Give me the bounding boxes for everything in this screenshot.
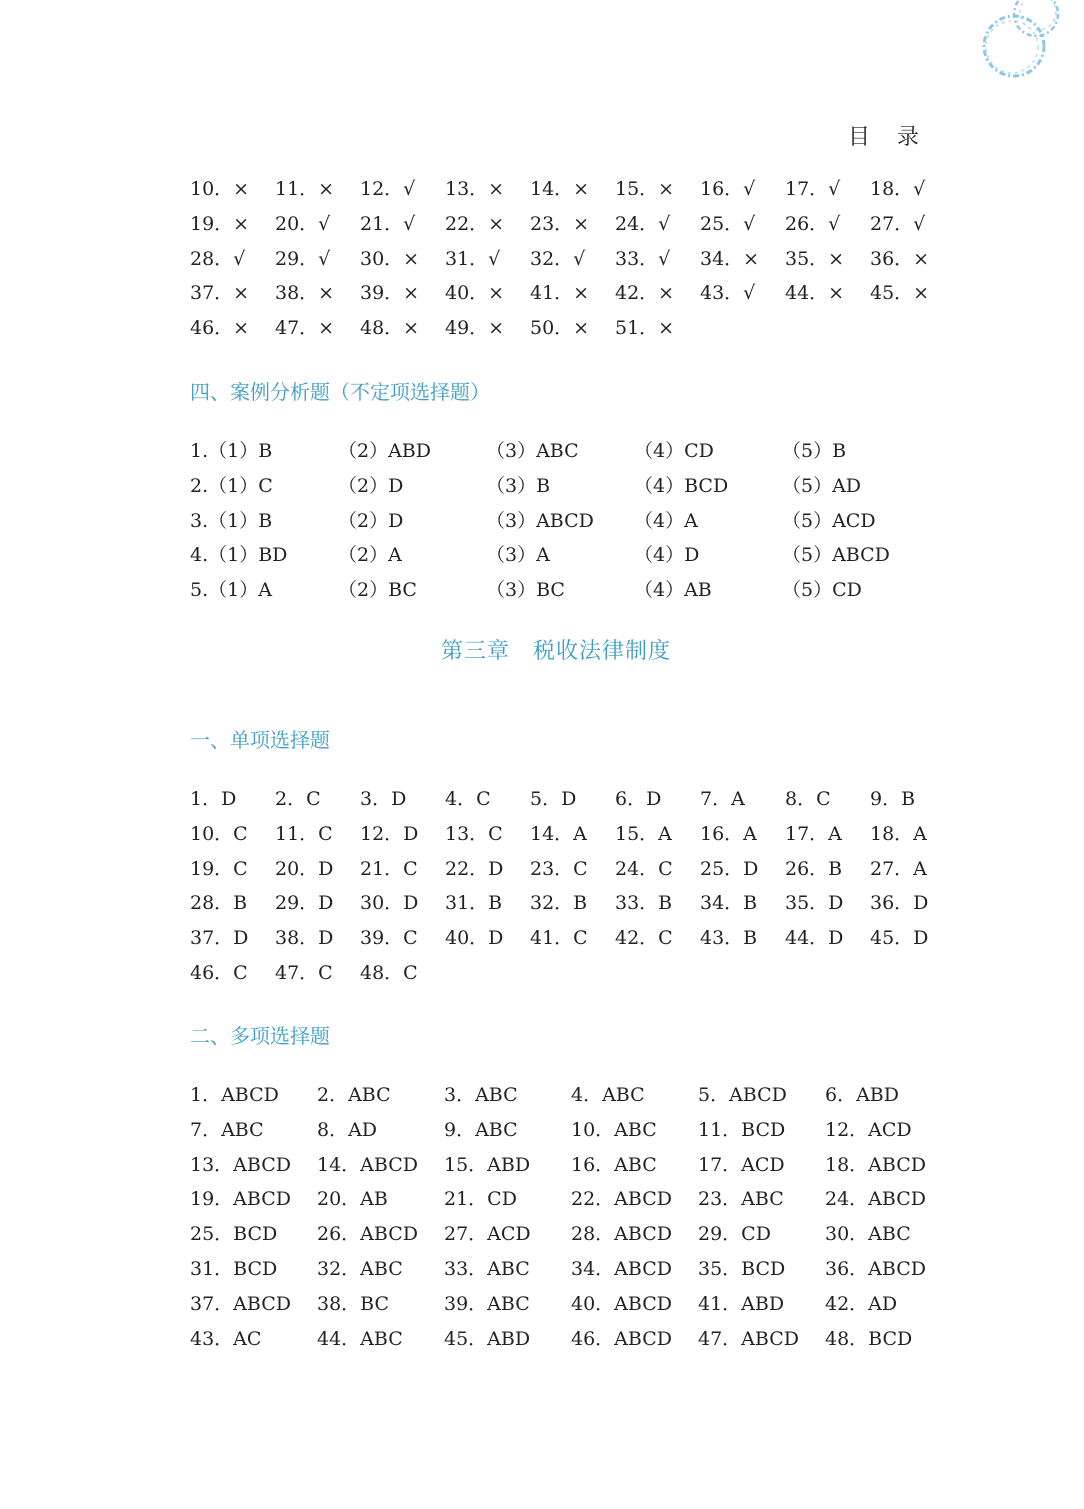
answer-item: 21．√	[360, 212, 416, 235]
answer-item: 2．C	[275, 788, 321, 810]
answer-item: 26．ABCD	[317, 1223, 418, 1246]
answer-item: （2）D	[338, 509, 404, 532]
answer-item: 30．D	[360, 892, 419, 915]
answer-item: 27．ACD	[444, 1223, 531, 1246]
answer-item: 14．A	[530, 822, 587, 845]
answer-item: 45．×	[870, 282, 930, 305]
answer-item: 20．D	[275, 857, 334, 880]
answer-item: 3．ABC	[444, 1084, 518, 1106]
answer-item: （3）ABC	[486, 440, 579, 462]
answer-item: 48．BCD	[825, 1327, 913, 1350]
answer-item: 38．BC	[317, 1292, 390, 1315]
answer-item: 32．B	[530, 892, 588, 915]
answer-item: 25．√	[700, 212, 756, 235]
answer-item: 9．ABC	[444, 1118, 518, 1141]
answer-item: 13．×	[445, 178, 505, 200]
single-choice-title: 一、单项选择题	[190, 728, 330, 752]
answer-item: 19．ABCD	[190, 1188, 291, 1211]
answer-item: 11．C	[275, 822, 333, 845]
answer-item: 34．×	[700, 247, 760, 270]
answer-item: 36．D	[870, 892, 929, 915]
answer-item: 50．×	[530, 317, 590, 340]
answer-item: 44．ABC	[317, 1327, 403, 1350]
answer-item: 3．D	[360, 788, 407, 810]
answer-item: 40．ABCD	[571, 1292, 672, 1315]
answer-item: 1．D	[190, 788, 237, 810]
answer-item: 36．ABCD	[825, 1257, 926, 1280]
bubble-circles-icon	[968, 0, 1068, 86]
answer-item: 14．ABCD	[317, 1153, 418, 1176]
answer-item: 18．A	[870, 822, 927, 845]
answer-item: 14．×	[530, 178, 590, 200]
answer-item: 46．C	[190, 961, 248, 984]
answer-item: 33．√	[615, 247, 671, 270]
answer-item: 17．ACD	[698, 1153, 785, 1176]
answer-item: 33．B	[615, 892, 673, 915]
answer-item: 23．×	[530, 212, 590, 235]
answer-item: 13．ABCD	[190, 1153, 291, 1176]
answer-item: 15．ABD	[444, 1153, 531, 1176]
answer-item: （5）ACD	[782, 509, 876, 532]
answer-item: 4．C	[445, 788, 491, 810]
answer-item: 4.（1）BD	[190, 544, 288, 567]
answer-item: （2）A	[338, 544, 402, 567]
answer-item: （4）BCD	[634, 474, 729, 497]
answer-item: 37．×	[190, 282, 250, 305]
answer-item: 46．ABCD	[571, 1327, 672, 1350]
answer-item: （2）D	[338, 474, 404, 497]
answer-item: （3）B	[486, 474, 551, 497]
answer-item: 6．D	[615, 788, 662, 810]
answer-item: 32．ABC	[317, 1257, 403, 1280]
answer-item: 51．×	[615, 317, 675, 340]
answer-item: 31．√	[445, 247, 501, 270]
answer-item: 20．√	[275, 212, 331, 235]
answer-item: 25．D	[700, 857, 759, 880]
answer-item: 22．D	[445, 857, 504, 880]
answer-item: 23．C	[530, 857, 588, 880]
answer-item: 7．ABC	[190, 1118, 264, 1141]
answer-item: 20．AB	[317, 1188, 388, 1211]
answer-item: 11．×	[275, 178, 335, 200]
answer-item: 41．ABD	[698, 1292, 785, 1315]
answer-item: （2）BC	[338, 579, 417, 602]
answer-item: 47．ABCD	[698, 1327, 799, 1350]
answer-item: 40．D	[445, 927, 504, 950]
answer-item: 26．√	[785, 212, 841, 235]
answer-item: 29．CD	[698, 1223, 771, 1246]
answer-item: 11．BCD	[698, 1118, 786, 1141]
answer-item: 38．D	[275, 927, 334, 950]
answer-item: 5．ABCD	[698, 1084, 787, 1106]
answer-item: 10．ABC	[571, 1118, 657, 1141]
answer-item: 25．BCD	[190, 1223, 278, 1246]
answer-item: 44．×	[785, 282, 845, 305]
answer-item: （4）CD	[634, 440, 714, 462]
answer-item: 35．D	[785, 892, 844, 915]
answer-item: 15．A	[615, 822, 672, 845]
answer-item: 5．D	[530, 788, 577, 810]
answer-item: 31．B	[445, 892, 503, 915]
answer-item: 46．×	[190, 317, 250, 340]
answer-item: 28．√	[190, 247, 246, 270]
answer-item: 1.（1）B	[190, 440, 273, 462]
answer-item: 16．A	[700, 822, 757, 845]
answer-item: 39．×	[360, 282, 420, 305]
answer-item: 41．×	[530, 282, 590, 305]
answer-item: 30．ABC	[825, 1223, 911, 1246]
answer-item: 10．C	[190, 822, 248, 845]
answer-item: 22．ABCD	[571, 1188, 672, 1211]
answer-item: （4）D	[634, 544, 700, 567]
answer-item: 29．√	[275, 247, 331, 270]
case-section-title: 四、案例分析题（不定项选择题）	[190, 380, 490, 404]
answer-item: 18．√	[870, 178, 926, 200]
answer-item: 28．B	[190, 892, 248, 915]
answer-item: 24．√	[615, 212, 671, 235]
answer-item: 42．C	[615, 927, 673, 950]
chapter-title: 第三章 税收法律制度	[440, 639, 671, 664]
answer-item: 37．ABCD	[190, 1292, 291, 1315]
answer-item: 28．ABCD	[571, 1223, 672, 1246]
answer-item: 3.（1）B	[190, 509, 273, 532]
answer-item: （5）ABCD	[782, 544, 890, 567]
answer-item: 49．×	[445, 317, 505, 340]
answer-item: 36．×	[870, 247, 930, 270]
answer-item: 7．A	[700, 788, 745, 810]
answer-item: 6．ABD	[825, 1084, 900, 1106]
answer-item: 23．ABC	[698, 1188, 784, 1211]
answer-item: 5.（1）A	[190, 579, 272, 602]
answer-item: 2.（1）C	[190, 474, 273, 497]
answer-item: 10．×	[190, 178, 250, 200]
answer-item: 9．B	[870, 788, 916, 810]
answer-item: 2．ABC	[317, 1084, 391, 1106]
answer-item: （5）AD	[782, 474, 862, 497]
answer-item: 13．C	[445, 822, 503, 845]
answer-item: 15．×	[615, 178, 675, 200]
answer-item: 27．A	[870, 857, 927, 880]
answer-item: 24．ABCD	[825, 1188, 926, 1211]
answer-item: 45．D	[870, 927, 929, 950]
answer-item: （3）ABCD	[486, 509, 594, 532]
answer-item: 8．C	[785, 788, 831, 810]
answer-item: 41．C	[530, 927, 588, 950]
answer-item: 30．×	[360, 247, 420, 270]
answer-item: （3）A	[486, 544, 550, 567]
answer-item: 19．C	[190, 857, 248, 880]
answer-item: 24．C	[615, 857, 673, 880]
answer-item: 16．√	[700, 178, 756, 200]
answer-item: 12．√	[360, 178, 416, 200]
answer-item: （5）B	[782, 440, 847, 462]
answer-item: 38．×	[275, 282, 335, 305]
answer-item: 33．ABC	[444, 1257, 530, 1280]
answer-item: 48．×	[360, 317, 420, 340]
answer-item: 17．A	[785, 822, 842, 845]
answer-item: （3）BC	[486, 579, 565, 602]
answer-item: （4）AB	[634, 579, 712, 602]
answer-item: 48．C	[360, 961, 418, 984]
answer-item: 21．CD	[444, 1188, 517, 1211]
answer-item: 35．×	[785, 247, 845, 270]
answer-item: 12．ACD	[825, 1118, 912, 1141]
answer-item: （4）A	[634, 509, 698, 532]
answer-item: （5）CD	[782, 579, 862, 602]
answer-item: 19．×	[190, 212, 250, 235]
table-of-contents-link[interactable]: 目 录	[848, 125, 929, 150]
answer-item: 44．D	[785, 927, 844, 950]
answer-item: （2）ABD	[338, 440, 432, 462]
answer-item: 37．D	[190, 927, 249, 950]
answer-item: 27．√	[870, 212, 926, 235]
answer-item: 47．C	[275, 961, 333, 984]
multi-choice-title: 二、多项选择题	[190, 1024, 330, 1048]
answer-item: 8．AD	[317, 1118, 378, 1141]
answer-item: 43．√	[700, 282, 756, 305]
answer-item: 47．×	[275, 317, 335, 340]
answer-item: 29．D	[275, 892, 334, 915]
answer-item: 35．BCD	[698, 1257, 786, 1280]
answer-item: 34．ABCD	[571, 1257, 672, 1280]
answer-item: 40．×	[445, 282, 505, 305]
answer-item: 39．ABC	[444, 1292, 530, 1315]
answer-item: 32．√	[530, 247, 586, 270]
answer-item: 34．B	[700, 892, 758, 915]
answer-item: 21．C	[360, 857, 418, 880]
answer-item: 43．B	[700, 927, 758, 950]
answer-item: 45．ABD	[444, 1327, 531, 1350]
answer-item: 39．C	[360, 927, 418, 950]
answer-item: 1．ABCD	[190, 1084, 279, 1106]
answer-item: 16．ABC	[571, 1153, 657, 1176]
answer-item: 12．D	[360, 822, 419, 845]
answer-item: 22．×	[445, 212, 505, 235]
answer-item: 42．AD	[825, 1292, 898, 1315]
answer-item: 18．ABCD	[825, 1153, 926, 1176]
answer-item: 17．√	[785, 178, 841, 200]
answer-item: 31．BCD	[190, 1257, 278, 1280]
answer-item: 43．AC	[190, 1327, 262, 1350]
answer-item: 26．B	[785, 857, 843, 880]
answer-item: 42．×	[615, 282, 675, 305]
answer-item: 4．ABC	[571, 1084, 645, 1106]
